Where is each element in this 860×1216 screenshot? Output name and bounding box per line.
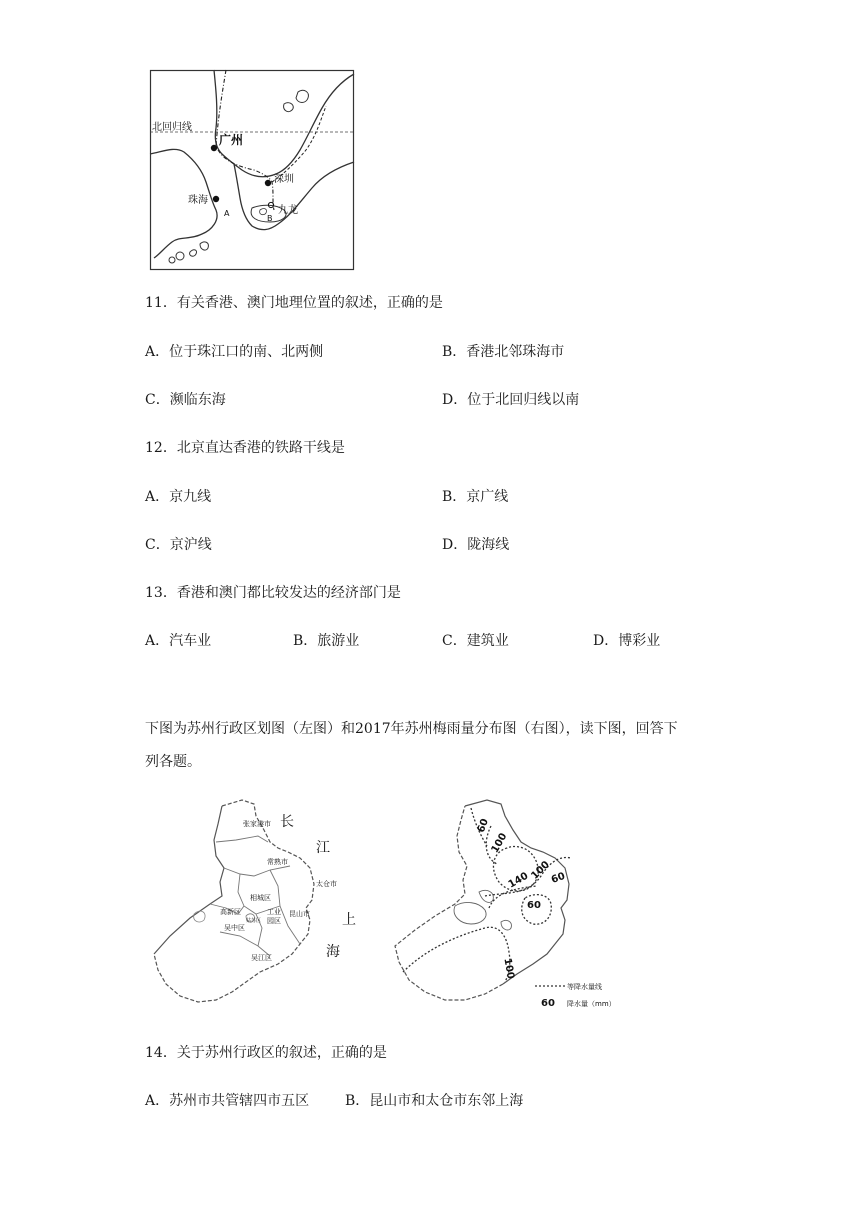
q13-stem: 13．香港和澳门都比较发达的经济部门是 — [145, 585, 401, 601]
map-frame — [151, 71, 354, 270]
q11-option-c[interactable]: C．濒临东海 — [145, 392, 226, 408]
tropic-label: 北回归线 — [152, 122, 192, 133]
q12-option-b[interactable]: B．京广线 — [442, 489, 509, 505]
q14-option-a[interactable]: A．苏州市共管辖四市五区 — [145, 1093, 310, 1109]
point-b-label: B — [267, 214, 273, 223]
q11-stem: 11．有关香港、澳门地理位置的叙述，正确的是 — [145, 295, 443, 311]
gaoxin-label: 高新区 — [220, 908, 241, 916]
river-char-2: 江 — [316, 840, 330, 856]
river-char-1: 长 — [280, 814, 294, 830]
q13-option-d[interactable]: D．博彩业 — [593, 633, 661, 649]
industrial-label-2: 园区 — [267, 917, 281, 925]
suzhou-rainfall-map — [395, 796, 625, 1010]
isohyet-label: 60 — [527, 900, 541, 911]
taicang-label: 太仓市 — [316, 880, 337, 888]
gusu-label: 姑苏区 — [246, 918, 262, 924]
q12-stem: 12．北京直达香港的铁路干线是 — [145, 440, 345, 456]
isohyet-label: 60 — [475, 817, 491, 835]
suzhou-admin-map — [150, 796, 370, 1010]
legend-value: 60 — [541, 998, 555, 1009]
shanghai-char-1: 上 — [342, 912, 356, 928]
q14-option-b[interactable]: B．昆山市和太仓市东邻上海 — [345, 1093, 524, 1109]
wujiang-label: 吴江区 — [251, 954, 272, 962]
q14-stem: 14．关于苏州行政区的叙述，正确的是 — [145, 1045, 387, 1061]
legend-value-label: 降水量（mm） — [567, 1000, 616, 1008]
q12-option-d[interactable]: D．陇海线 — [442, 537, 510, 553]
shenzhen-label: 深圳 — [274, 174, 294, 185]
q12-option-c[interactable]: C．京沪线 — [145, 537, 212, 553]
q13-option-a[interactable]: A．汽车业 — [145, 633, 212, 649]
isohyet-label: 140 — [506, 870, 531, 891]
kunshan-label: 昆山市 — [289, 910, 310, 918]
xiangcheng-label: 相城区 — [250, 894, 271, 902]
zhuhai-point — [213, 196, 219, 202]
intro-line-1: 下图为苏州行政区划图（左图）和2017年苏州梅雨量分布图（右图），读下图，回答下 — [145, 721, 678, 737]
point-a-label: A — [224, 209, 230, 218]
isohyet-label: 60 — [549, 870, 567, 886]
shenzhen-point — [265, 180, 271, 186]
q12-option-a[interactable]: A．京九线 — [145, 489, 212, 505]
guangzhou-label: 广州 — [219, 133, 244, 147]
isohyet-label: 100 — [501, 957, 516, 980]
q13-option-b[interactable]: B．旅游业 — [293, 633, 360, 649]
q11-option-a[interactable]: A．位于珠江口的南、北两侧 — [145, 344, 324, 360]
q11-option-d[interactable]: D．位于北回归线以南 — [442, 392, 580, 408]
kowloon-label: 九龙 — [278, 205, 298, 216]
legend-line-label: 等降水量线 — [567, 983, 602, 991]
pearl-river-delta-map — [150, 70, 354, 270]
guangzhou-point — [211, 145, 217, 151]
q11-option-b[interactable]: B．香港北邻珠海市 — [442, 344, 565, 360]
zhuhai-label: 珠海 — [188, 195, 208, 206]
industrial-label-1: 工业 — [267, 908, 281, 916]
zhangjiagang-label: 张家港市 — [243, 820, 271, 828]
intro-line-2: 列各题。 — [145, 754, 201, 770]
isohyet-label: 100 — [489, 831, 510, 855]
q13-option-c[interactable]: C．建筑业 — [442, 633, 509, 649]
changshu-label: 常熟市 — [267, 858, 288, 866]
wuzhong-label: 吴中区 — [224, 924, 245, 932]
isohyet-label: 100 — [529, 859, 552, 882]
shanghai-char-2: 海 — [326, 944, 340, 960]
